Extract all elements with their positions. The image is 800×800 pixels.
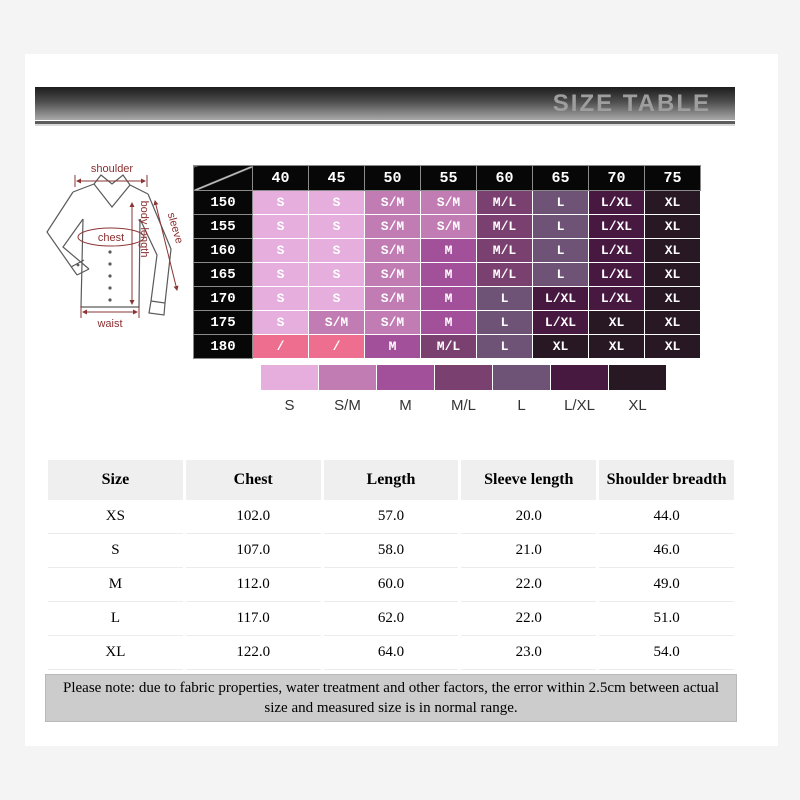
table-row xyxy=(48,636,734,670)
matrix-col-header: 75 xyxy=(645,166,701,191)
length-value: 57.0 xyxy=(324,500,459,534)
size-table-banner xyxy=(35,87,735,126)
matrix-cell: M xyxy=(365,335,421,359)
matrix-cell: S/M xyxy=(365,287,421,311)
matrix-cell: L xyxy=(533,191,589,215)
matrix-cell: L/XL xyxy=(589,287,645,311)
matrix-cell: S/M xyxy=(365,263,421,287)
legend-item xyxy=(551,365,608,414)
matrix-row-header: 170 xyxy=(194,287,253,311)
matrix-cell: S xyxy=(253,215,309,239)
matrix-cell: M xyxy=(421,239,477,263)
legend-label: S xyxy=(284,397,295,414)
matrix-cell: S/M xyxy=(365,311,421,335)
legend-swatch xyxy=(261,365,318,390)
banner-gradient-bar xyxy=(35,87,735,120)
length-value: 60.0 xyxy=(324,568,459,602)
matrix-cell: S xyxy=(309,191,365,215)
shirt-outline xyxy=(47,175,171,315)
matrix-row xyxy=(194,311,701,335)
legend-item xyxy=(377,365,434,414)
table-row xyxy=(48,602,734,636)
matrix-cell: / xyxy=(253,335,309,359)
matrix-col-header: 70 xyxy=(589,166,645,191)
length-value: 58.0 xyxy=(324,534,459,568)
matrix-cell: XL xyxy=(645,191,701,215)
matrix-cell: S/M xyxy=(365,215,421,239)
shoulder-value: 54.0 xyxy=(599,636,734,670)
chest-value: 102.0 xyxy=(186,500,321,534)
matrix-cell: L xyxy=(477,287,533,311)
matrix-corner-cell xyxy=(194,166,253,191)
matrix-cell: / xyxy=(309,335,365,359)
matrix-cell: M xyxy=(421,311,477,335)
legend-label: S/M xyxy=(334,397,361,414)
matrix-row xyxy=(194,287,701,311)
size-value: XS xyxy=(48,500,183,534)
size-value: S xyxy=(48,534,183,568)
matrix-row-header: 180 xyxy=(194,335,253,359)
matrix-cell: L xyxy=(477,311,533,335)
measurement-header-row xyxy=(48,460,734,500)
chest-value: 122.0 xyxy=(186,636,321,670)
shirt-diagram xyxy=(37,157,197,337)
matrix-cell: L/XL xyxy=(589,263,645,287)
matrix-cell: S xyxy=(253,239,309,263)
matrix-header-row xyxy=(194,166,701,191)
chest-value: 107.0 xyxy=(186,534,321,568)
sleeve-value: 22.0 xyxy=(461,568,596,602)
shoulder-value: 49.0 xyxy=(599,568,734,602)
matrix-cell: L xyxy=(533,239,589,263)
legend-label: XL xyxy=(628,397,647,414)
size-matrix xyxy=(193,165,701,359)
legend-item xyxy=(435,365,492,414)
legend-swatch xyxy=(319,365,376,390)
banner-divider-light xyxy=(35,124,735,126)
matrix-col-header: 60 xyxy=(477,166,533,191)
matrix-cell: XL xyxy=(645,215,701,239)
matrix-cell: L xyxy=(533,263,589,287)
matrix-row-header: 160 xyxy=(194,239,253,263)
matrix-cell: M/L xyxy=(421,335,477,359)
col-header-sleeve-length: Sleeve length xyxy=(461,460,596,500)
sleeve-value: 20.0 xyxy=(461,500,596,534)
note-text: Please note: due to fabric properties, water treatment and other factors, the error within 2.5cm between actual size and measured size is in normal range. xyxy=(45,674,737,722)
size-value: XL xyxy=(48,636,183,670)
matrix-cell: L/XL xyxy=(589,239,645,263)
col-header-size: Size xyxy=(48,460,183,500)
label-chest: chest xyxy=(97,232,125,244)
shoulder-value: 51.0 xyxy=(599,602,734,636)
col-header-shoulder-breadth: Shoulder breadth xyxy=(599,460,734,500)
size-value: M xyxy=(48,568,183,602)
legend-item xyxy=(493,365,550,414)
shoulder-value: 46.0 xyxy=(599,534,734,568)
length-value: 64.0 xyxy=(324,636,459,670)
label-shoulder: shoulder xyxy=(90,163,134,175)
matrix-row-header: 165 xyxy=(194,263,253,287)
matrix-cell: L/XL xyxy=(533,287,589,311)
legend-swatch xyxy=(493,365,550,390)
matrix-row-header: 175 xyxy=(194,311,253,335)
banner-title: SIZE TABLE xyxy=(552,89,711,117)
matrix-cell: S xyxy=(309,215,365,239)
matrix-col-header: 50 xyxy=(365,166,421,191)
col-header-length: Length xyxy=(324,460,459,500)
matrix-cell: XL xyxy=(533,335,589,359)
matrix-cell: XL xyxy=(589,311,645,335)
matrix-row-header: 155 xyxy=(194,215,253,239)
matrix-cell: M xyxy=(421,263,477,287)
matrix-cell: M/L xyxy=(477,263,533,287)
legend-item xyxy=(261,365,318,414)
measure-lines xyxy=(75,175,177,318)
matrix-cell: S xyxy=(253,191,309,215)
matrix-cell: S xyxy=(309,239,365,263)
matrix-cell: XL xyxy=(645,311,701,335)
matrix-cell: XL xyxy=(645,239,701,263)
matrix-col-header: 65 xyxy=(533,166,589,191)
sleeve-value: 22.0 xyxy=(461,602,596,636)
matrix-cell: M xyxy=(421,287,477,311)
chest-value: 112.0 xyxy=(186,568,321,602)
label-sleeve: sleeve xyxy=(164,211,186,246)
matrix-col-header: 55 xyxy=(421,166,477,191)
legend-swatch xyxy=(377,365,434,390)
matrix-row xyxy=(194,263,701,287)
legend-swatch xyxy=(609,365,666,390)
diagram-labels xyxy=(91,163,185,330)
matrix-row-header: 150 xyxy=(194,191,253,215)
matrix-row xyxy=(194,215,701,239)
chest-value: 117.0 xyxy=(186,602,321,636)
legend-label: M xyxy=(399,397,412,414)
matrix-cell: XL xyxy=(645,335,701,359)
measurement-section xyxy=(45,460,737,722)
shoulder-value: 44.0 xyxy=(599,500,734,534)
matrix-cell: L xyxy=(477,335,533,359)
sleeve-value: 23.0 xyxy=(461,636,596,670)
matrix-cell: XL xyxy=(589,335,645,359)
matrix-cell: S/M xyxy=(421,215,477,239)
legend-item xyxy=(609,365,666,414)
matrix-cell: S xyxy=(253,311,309,335)
size-legend xyxy=(261,365,667,414)
table-row xyxy=(48,534,734,568)
measurement-table xyxy=(45,460,737,670)
matrix-row xyxy=(194,239,701,263)
matrix-cell: L/XL xyxy=(589,215,645,239)
label-waist: waist xyxy=(97,318,123,330)
matrix-cell: S xyxy=(253,263,309,287)
matrix-cell: S xyxy=(309,287,365,311)
matrix-cell: M/L xyxy=(477,215,533,239)
matrix-cell: S/M xyxy=(365,239,421,263)
matrix-row xyxy=(194,191,701,215)
matrix-col-header: 40 xyxy=(253,166,309,191)
table-row xyxy=(48,500,734,534)
size-guide-card xyxy=(25,54,778,746)
length-value: 62.0 xyxy=(324,602,459,636)
matrix-cell: S/M xyxy=(365,191,421,215)
matrix-cell: S xyxy=(253,287,309,311)
matrix-cell: L/XL xyxy=(533,311,589,335)
matrix-col-header: 45 xyxy=(309,166,365,191)
legend-item xyxy=(319,365,376,414)
legend-label: L xyxy=(517,397,526,414)
col-header-chest: Chest xyxy=(186,460,321,500)
matrix-cell: M/L xyxy=(477,239,533,263)
legend-label: L/XL xyxy=(564,397,595,414)
matrix-row xyxy=(194,335,701,359)
table-row xyxy=(48,568,734,602)
label-body-length: body length xyxy=(138,200,150,258)
matrix-cell: XL xyxy=(645,263,701,287)
matrix-cell: S xyxy=(309,263,365,287)
matrix-cell: S/M xyxy=(421,191,477,215)
legend-label: M/L xyxy=(450,397,476,414)
legend-swatch xyxy=(435,365,492,390)
matrix-cell: L xyxy=(533,215,589,239)
matrix-cell: XL xyxy=(645,287,701,311)
legend-swatch xyxy=(551,365,608,390)
matrix-cell: L/XL xyxy=(589,191,645,215)
sleeve-value: 21.0 xyxy=(461,534,596,568)
size-value: L xyxy=(48,602,183,636)
matrix-cell: S/M xyxy=(309,311,365,335)
matrix-cell: M/L xyxy=(477,191,533,215)
